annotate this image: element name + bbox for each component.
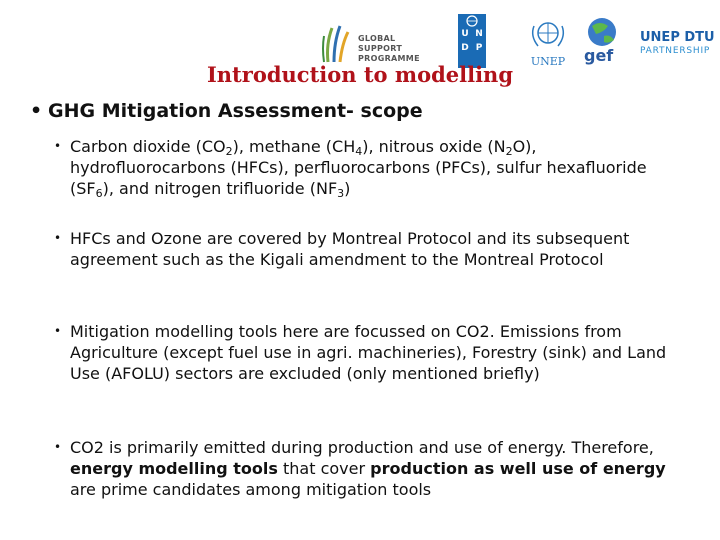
main-bullet: [30, 100, 423, 122]
bullet-dot-icon: •: [54, 324, 62, 338]
un-wreath-icon: [524, 16, 572, 52]
bullet-mitigation-tools: [54, 321, 690, 384]
subscript: 3: [337, 187, 345, 200]
gsp-line-2: PROGRAMME: [358, 54, 420, 63]
undp-letter-u: U: [461, 29, 469, 39]
undp-letter-p: P: [475, 43, 483, 53]
subscript: 2: [505, 145, 513, 158]
globe-icon: [578, 14, 626, 50]
bullet-dot-icon: •: [54, 231, 62, 245]
wheat-icon: [318, 22, 354, 66]
slide-title: Introduction to modelling: [206, 62, 514, 87]
text-part: Carbon dioxide (CO: [70, 137, 226, 156]
undp-letter-n: N: [475, 29, 483, 39]
text-part: that cover: [277, 459, 371, 478]
undp-letter-d: D: [461, 43, 469, 53]
bold-text: energy modelling tools: [70, 459, 278, 478]
subscript: 4: [355, 145, 363, 158]
unep-dtu-partnership-logo: [638, 30, 720, 64]
bullet-ghg-list: [54, 136, 690, 200]
bullet-hfc-montreal: [54, 228, 690, 270]
global-support-programme-logo: [318, 22, 438, 66]
bullet-dot-icon: •: [54, 440, 62, 454]
undp-logo: [458, 14, 486, 68]
bullet-co2-energy: [54, 437, 690, 500]
dtu-line-2: PARTNERSHIP: [640, 46, 711, 56]
bullet-text: HFCs and Ozone are covered by Montreal Protocol and its subsequent agreement such as the Kigali amendment to the Montreal Protocol: [70, 229, 630, 269]
bullet-text: Mitigation modelling tools here are focussed on CO2. Emissions from Agriculture (except fuel use in agri. machineries), Forestry (sink) and Land Use (AFOLU) sectors are excluded (only mentioned briefly): [70, 322, 667, 383]
dtu-line-1: UNEP DTU: [640, 30, 715, 45]
unep-logo: [524, 16, 572, 68]
bold-text: production as well use of energy: [370, 459, 666, 478]
main-bullet-text: GHG Mitigation Assessment- scope: [48, 100, 423, 122]
text-part: CO2 is primarily emitted during production and use of energy. Therefore,: [70, 438, 654, 457]
text-part: ), and nitrogen trifluoride (NF: [102, 179, 338, 198]
subscript: 6: [95, 187, 103, 200]
subscript: 2: [225, 145, 233, 158]
gsp-line-1: GLOBAL SUPPORT: [358, 34, 403, 53]
text-part: O), hydrofluorocarbons (HFCs), perfluorocarbons (PFCs), sulfur hexafluoride (SF: [70, 137, 647, 198]
bullet-dot-icon: •: [54, 139, 62, 153]
text-part: ), nitrous oxide (N: [362, 137, 506, 156]
text-part: ), methane (CH: [232, 137, 356, 156]
text-part: are prime candidates among mitigation tools: [70, 480, 432, 499]
un-emblem-icon: [458, 14, 486, 28]
text-part: ): [344, 179, 351, 198]
bullet-dot-icon: •: [30, 100, 43, 122]
gef-logo-text: gef: [584, 46, 614, 65]
unep-logo-text: UNEP: [530, 55, 566, 68]
